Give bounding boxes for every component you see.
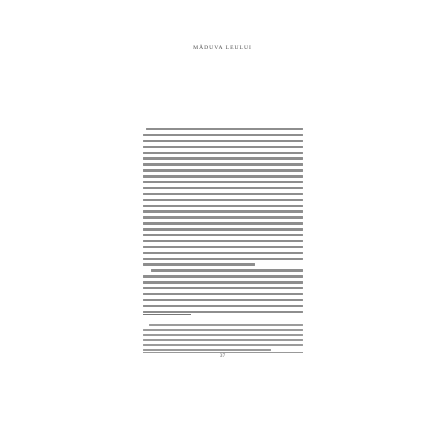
page-number: 37	[219, 353, 226, 359]
footnotes-block	[143, 322, 303, 353]
footnote-rule	[143, 314, 191, 315]
body-text-block	[143, 126, 303, 315]
running-head: MĂDUVA LEULUI	[193, 45, 252, 51]
